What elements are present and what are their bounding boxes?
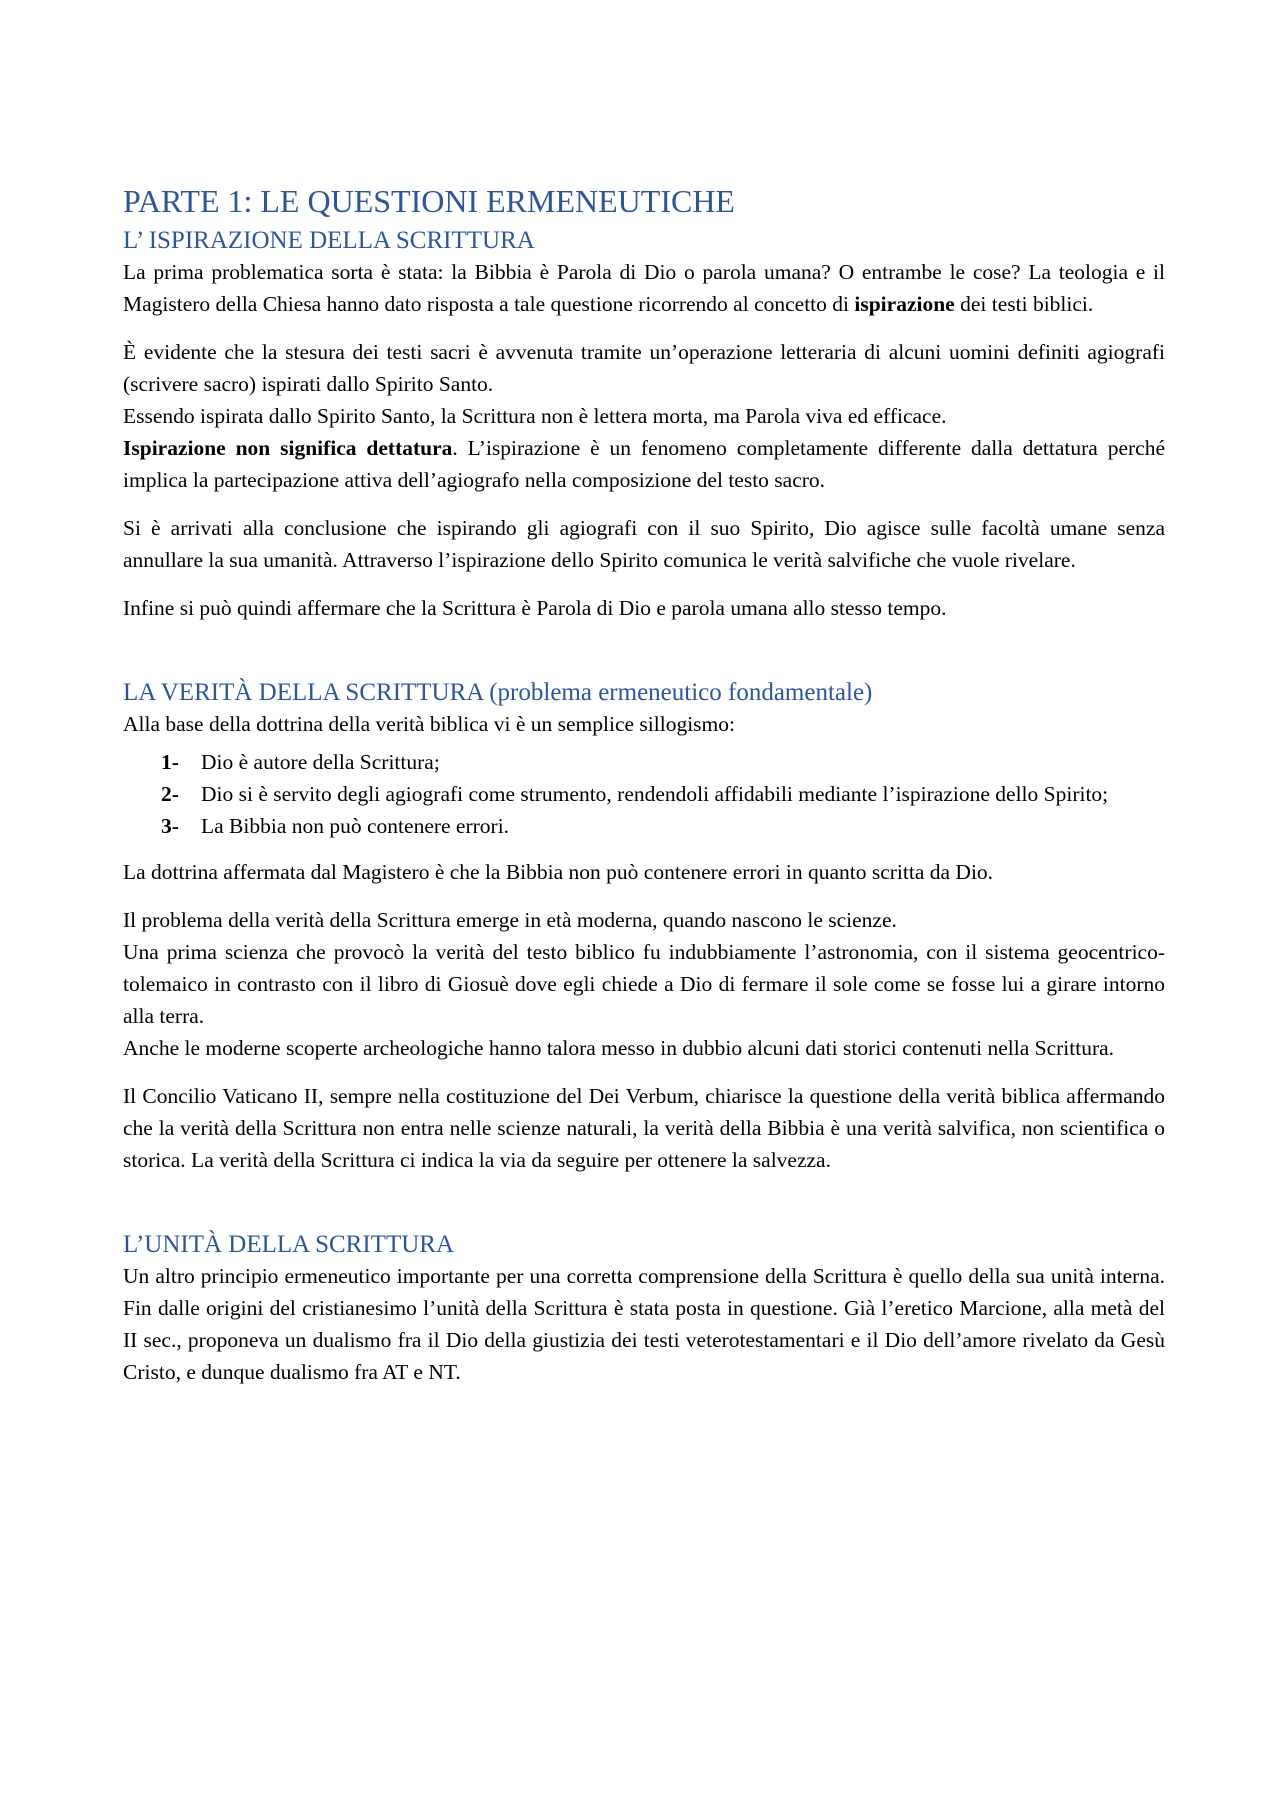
text-line: [123, 436, 1165, 492]
list-item: [161, 778, 1165, 810]
section-ispirazione: [123, 226, 1165, 624]
paragraph: Si è arrivati alla conclusione che ispirando gli agiografi con il suo Spirito, Dio agisce sulle facoltà umane senza annullare la sua umanità. Attraverso l’ispirazione dello Spirito comunica le verità salvifiche che vuole rivelare.: [123, 516, 1165, 572]
bold-term: Ispirazione non significa dettatura: [123, 436, 453, 460]
paragraph: Alla base della dottrina della verità biblica vi è un semplice sillogismo:: [123, 712, 735, 736]
section-verita: [123, 678, 1165, 1176]
part-title: PARTE 1: LE QUESTIONI ERMENEUTICHE: [123, 183, 735, 219]
paragraph: [123, 336, 1165, 496]
text: . L’ispirazione è un fenomeno completamente differente dalla dettatura perché implica la partecipazione attiva dell’agiografo nella composizione del testo sacro.: [123, 436, 1165, 492]
text-line: Essendo ispirata dallo Spirito Santo, la Scrittura non è lettera morta, ma Parola viva ed efficace.: [123, 404, 947, 428]
paragraph: [123, 256, 1165, 320]
paragraph: Infine si può quindi affermare che la Scrittura è Parola di Dio e parola umana allo stesso tempo.: [123, 596, 947, 620]
heading-unita: L’UNITÀ DELLA SCRITTURA: [123, 1231, 455, 1258]
list-text: Dio si è servito degli agiografi come strumento, rendendoli affidabili mediante l’ispirazione dello Spirito;: [201, 782, 1109, 806]
text-line: Una prima scienza che provocò la verità del testo biblico fu indubbiamente l’astronomia, con il sistema geocentrico-tolemaico in contrasto con il libro di Giosuè dove egli chiede a Dio di fermare il sole come se fosse lui a girare intorno alla terra.: [123, 940, 1165, 1028]
list-text: La Bibbia non può contenere errori.: [201, 814, 510, 838]
list-number: 1-: [161, 750, 179, 774]
spacer: [123, 640, 1165, 678]
paragraph: La dottrina affermata dal Magistero è che la Bibbia non può contenere errori in quanto scritta da Dio.: [123, 860, 994, 884]
list-item: [161, 746, 1165, 778]
section-unita: [123, 1230, 1165, 1388]
text-line: È evidente che la stesura dei testi sacri è avvenuta tramite un’operazione letteraria di alcuni uomini definiti agiografi (scrivere sacro) ispirati dallo Spirito Santo.: [123, 340, 1165, 396]
syllogism-list: [123, 746, 1165, 842]
text-line: Anche le moderne scoperte archeologiche hanno talora messo in dubbio alcuni dati storici contenuti nella Scrittura.: [123, 1036, 1115, 1060]
document-page: [123, 180, 1165, 1404]
list-number: 3-: [161, 814, 179, 838]
paragraph: [123, 904, 1165, 1064]
list-text: Dio è autore della Scrittura;: [201, 750, 440, 774]
heading-sub: (problema ermeneutico fondamentale): [482, 679, 873, 706]
list-number: 2-: [161, 782, 179, 806]
paragraph: Il Concilio Vaticano II, sempre nella costituzione del Dei Verbum, chiarisce la questione della verità biblica affermando che la verità della Scrittura non entra nelle scienze naturali, la verità della Bibbia è una verità salvifica, non scientifica o storica. La verità della Scrittura ci indica la via da seguire per ottenere la salvezza.: [123, 1084, 1165, 1172]
heading-verita: [123, 678, 1165, 708]
heading-main: LA VERITÀ DELLA SCRITTURA: [123, 679, 483, 706]
text-line: Il problema della verità della Scrittura emerge in età moderna, quando nascono le scienze.: [123, 908, 897, 932]
text: La prima problematica sorta è stata: la Bibbia è Parola di Dio o parola umana? O entrambe le cose? La teologia e il Magistero della Chiesa hanno dato risposta a tale questione ricorrendo al concetto di: [123, 260, 1165, 316]
paragraph: Un altro principio ermeneutico importante per una corretta comprensione della Scrittura è quello della sua unità interna. Fin dalle origini del cristianesimo l’unità della Scrittura è stata posta in questione. Già l’eretico Marcione, alla metà del II sec., proponeva un dualismo fra il Dio della giustizia dei testi veterotestamentari e il Dio dell’amore rivelato da Gesù Cristo, e dunque dualismo fra AT e NT.: [123, 1264, 1165, 1384]
list-item: [161, 810, 1165, 842]
spacer: [123, 1192, 1165, 1230]
text: dei testi biblici.: [954, 292, 1094, 316]
bold-term: ispirazione: [854, 292, 955, 316]
heading-ispirazione: L’ ISPIRAZIONE DELLA SCRITTURA: [123, 227, 535, 254]
